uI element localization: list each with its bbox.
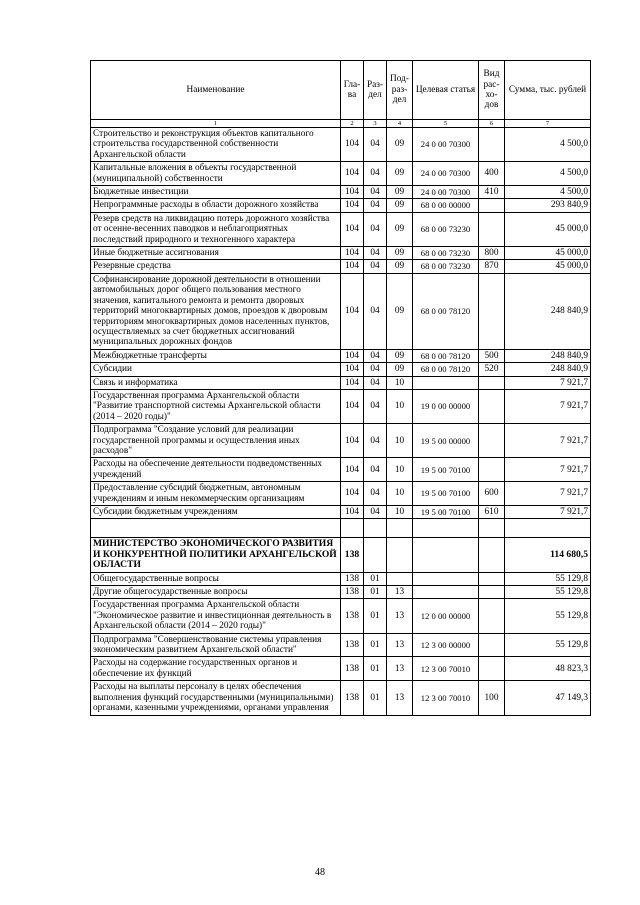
row-target: 19 0 00 00000: [413, 389, 479, 423]
row-name: Предоставление субсидий бюджетным, автономным учреждениям и иным некоммерческим организациям: [91, 482, 341, 506]
row-section: 04: [364, 273, 387, 349]
row-expense-type: 610: [479, 506, 505, 519]
row-name: Строительство и реконструкция объектов капитального строительства государственной собственности Архангельской области: [91, 128, 341, 162]
row-expense-type: [479, 657, 505, 681]
row-name: Субсидии: [91, 363, 341, 376]
row-target: 12 3 00 00000: [413, 633, 479, 657]
row-subsection: [387, 572, 413, 585]
row-target: 12 3 00 70010: [413, 657, 479, 681]
row-chapter: 104: [341, 162, 364, 186]
table-row: [91, 363, 591, 376]
row-name: Субсидии бюджетным учреждениям: [91, 506, 341, 519]
ministry-name: МИНИСТЕРСТВО ЭКОНОМИЧЕСКОГО РАЗВИТИЯ И КОНКУРЕНТНОЙ ПОЛИТИКИ АРХАНГЕЛЬСКОЙ ОБЛАСТИ: [91, 538, 341, 572]
row-section: 04: [364, 349, 387, 362]
row-expense-type: [479, 599, 505, 633]
row-expense-type: 500: [479, 349, 505, 362]
row-subsection: 09: [387, 162, 413, 186]
row-sum: 7 921,7: [505, 389, 591, 423]
row-subsection: 09: [387, 186, 413, 199]
row-chapter: 104: [341, 212, 364, 246]
row-name: Государственная программа Архангельской области "Экономическое развитие и инвестиционная деятельность в Архангельской области (2014 – 2020 годы)": [91, 599, 341, 633]
row-target: [413, 572, 479, 585]
row-name: Подпрограмма "Совершенствование системы управления экономическим развитием Архангельской области": [91, 633, 341, 657]
row-chapter: 138: [341, 599, 364, 633]
row-sum: 45 000,0: [505, 212, 591, 246]
row-section: 04: [364, 458, 387, 482]
column-number: 7: [505, 120, 591, 128]
table-body-economy: [91, 572, 591, 715]
ministry-row: [91, 538, 591, 572]
table-row: [91, 389, 591, 423]
row-name: Резервные средства: [91, 260, 341, 273]
row-chapter: 104: [341, 506, 364, 519]
row-subsection: 09: [387, 260, 413, 273]
table-row: [91, 458, 591, 482]
row-chapter: 104: [341, 186, 364, 199]
row-subsection: 13: [387, 586, 413, 599]
row-expense-type: 800: [479, 247, 505, 260]
row-sum: 45 000,0: [505, 260, 591, 273]
row-subsection: 09: [387, 212, 413, 246]
row-sum: 55 129,8: [505, 586, 591, 599]
row-sum: 55 129,8: [505, 572, 591, 585]
row-chapter: 104: [341, 260, 364, 273]
row-target: 12 3 00 70010: [413, 681, 479, 715]
table-row: [91, 599, 591, 633]
row-target: 68 0 00 00000: [413, 199, 479, 212]
row-chapter: 138: [341, 681, 364, 715]
row-section: 04: [364, 247, 387, 260]
row-section: 01: [364, 572, 387, 585]
row-name: Резерв средств на ликвидацию потерь дорожного хозяйства от осенне-весенних паводков и неблагоприятных последствий природного и техногенного характера: [91, 212, 341, 246]
row-target: 24 0 00 70300: [413, 128, 479, 162]
row-section: 04: [364, 482, 387, 506]
row-expense-type: [479, 128, 505, 162]
page-number: 48: [315, 867, 325, 878]
row-expense-type: 410: [479, 186, 505, 199]
row-sum: 7 921,7: [505, 506, 591, 519]
row-expense-type: [479, 458, 505, 482]
row-section: 04: [364, 199, 387, 212]
row-expense-type: [479, 376, 505, 389]
row-chapter: 104: [341, 247, 364, 260]
row-sum: 4 500,0: [505, 162, 591, 186]
row-target: 24 0 00 70300: [413, 162, 479, 186]
row-expense-type: [479, 199, 505, 212]
row-target: [413, 376, 479, 389]
row-expense-type: 400: [479, 162, 505, 186]
row-section: 04: [364, 162, 387, 186]
row-name: Межбюджетные трансферты: [91, 349, 341, 362]
row-section: 01: [364, 681, 387, 715]
table-row: [91, 199, 591, 212]
row-subsection: 09: [387, 273, 413, 349]
row-sum: 7 921,7: [505, 482, 591, 506]
ministry-sum: 114 680,5: [505, 538, 591, 572]
row-subsection: 13: [387, 599, 413, 633]
row-target: 19 5 00 00000: [413, 424, 479, 458]
row-subsection: 10: [387, 389, 413, 423]
row-subsection: 09: [387, 363, 413, 376]
row-chapter: 138: [341, 572, 364, 585]
row-section: 04: [364, 260, 387, 273]
row-section: 04: [364, 376, 387, 389]
row-target: 68 0 00 78120: [413, 273, 479, 349]
row-subsection: 10: [387, 424, 413, 458]
table-row: [91, 681, 591, 715]
row-target: 68 0 00 78120: [413, 349, 479, 362]
ministry-chapter: 138: [341, 538, 364, 572]
table-row: [91, 586, 591, 599]
row-sum: 7 921,7: [505, 376, 591, 389]
row-sum: 48 823,3: [505, 657, 591, 681]
row-name: Расходы на содержание государственных органов и обеспечение их функций: [91, 657, 341, 681]
row-expense-type: 100: [479, 681, 505, 715]
column-number: 2: [341, 120, 364, 128]
row-expense-type: [479, 633, 505, 657]
row-section: 04: [364, 424, 387, 458]
table-row: [91, 506, 591, 519]
row-sum: 4 500,0: [505, 186, 591, 199]
table-row: [91, 572, 591, 585]
table-row: [91, 260, 591, 273]
row-target: 19 5 00 70100: [413, 506, 479, 519]
column-number: 1: [91, 120, 341, 128]
row-name: Непрограммные расходы в области дорожного хозяйства: [91, 199, 341, 212]
column-number-row: [91, 120, 591, 128]
row-subsection: 10: [387, 376, 413, 389]
row-chapter: 104: [341, 482, 364, 506]
header-subsection: Под-раз-дел: [387, 61, 413, 120]
row-target: 12 0 00 00000: [413, 599, 479, 633]
row-sum: 7 921,7: [505, 458, 591, 482]
row-sum: 55 129,8: [505, 599, 591, 633]
row-name: Софинансирование дорожной деятельности в отношении автомобильных дорог общего пользования местного значения, капитального ремонта и ремонта дворовых территорий многоквартирных домов, проездов к дворовым территориям многоквартирных домов населенных пунктов, осуществляемых за счет бюджетных ассигнований муниципальных дорожных фондов: [91, 273, 341, 349]
row-sum: 45 000,0: [505, 247, 591, 260]
row-target: 24 0 00 70300: [413, 186, 479, 199]
row-chapter: 104: [341, 349, 364, 362]
row-subsection: 09: [387, 247, 413, 260]
header-sum: Сумма, тыс. рублей: [505, 61, 591, 120]
row-subsection: 10: [387, 506, 413, 519]
row-section: 04: [364, 506, 387, 519]
row-subsection: 09: [387, 128, 413, 162]
row-expense-type: 870: [479, 260, 505, 273]
table-row: [91, 186, 591, 199]
row-chapter: 138: [341, 633, 364, 657]
header-expense-type: Вид рас-хо-дов: [479, 61, 505, 120]
row-subsection: 13: [387, 657, 413, 681]
row-section: 01: [364, 657, 387, 681]
row-section: 01: [364, 599, 387, 633]
table-row: [91, 633, 591, 657]
header-row: [91, 61, 591, 120]
row-name: Капитальные вложения в объекты государственной (муниципальной) собственности: [91, 162, 341, 186]
table-row: [91, 349, 591, 362]
row-name: Подпрограмма "Создание условий для реализации государственной программы и осуществления иных расходов": [91, 424, 341, 458]
row-expense-type: [479, 572, 505, 585]
table-row: [91, 657, 591, 681]
column-number: 4: [387, 120, 413, 128]
table-row: [91, 162, 591, 186]
row-expense-type: [479, 212, 505, 246]
row-expense-type: 520: [479, 363, 505, 376]
row-subsection: 09: [387, 199, 413, 212]
row-name: Иные бюджетные ассигнования: [91, 247, 341, 260]
column-number: 3: [364, 120, 387, 128]
row-sum: 248 840,9: [505, 363, 591, 376]
row-chapter: 104: [341, 389, 364, 423]
row-chapter: 138: [341, 586, 364, 599]
row-section: 04: [364, 186, 387, 199]
row-name: Расходы на выплаты персоналу в целях обеспечения выполнения функций государственными (муниципальными) органами, казенными учреждениями, органами управления: [91, 681, 341, 715]
row-name: Государственная программа Архангельской области "Развитие транспортной системы Архангельской области (2014 – 2020 годы)": [91, 389, 341, 423]
row-subsection: 09: [387, 349, 413, 362]
row-target: 68 0 00 73230: [413, 212, 479, 246]
row-section: 01: [364, 633, 387, 657]
row-sum: 4 500,0: [505, 128, 591, 162]
table-row: [91, 273, 591, 349]
row-name: Расходы на обеспечение деятельности подведомственных учреждений: [91, 458, 341, 482]
row-subsection: 13: [387, 633, 413, 657]
row-section: 04: [364, 389, 387, 423]
header-target: Целевая статья: [413, 61, 479, 120]
table-body-ministry: [91, 519, 591, 572]
row-sum: 7 921,7: [505, 424, 591, 458]
row-name: Другие общегосударственные вопросы: [91, 586, 341, 599]
row-target: 19 5 00 70100: [413, 458, 479, 482]
column-number: 6: [479, 120, 505, 128]
row-chapter: 104: [341, 273, 364, 349]
table-row: [91, 128, 591, 162]
row-target: 68 0 00 73230: [413, 247, 479, 260]
row-chapter: 104: [341, 376, 364, 389]
row-sum: 248 840,9: [505, 349, 591, 362]
budget-table: [90, 60, 591, 716]
row-section: 01: [364, 586, 387, 599]
row-chapter: 104: [341, 199, 364, 212]
row-target: 68 0 00 78120: [413, 363, 479, 376]
blank-row: [91, 519, 591, 538]
table-body-transport: [91, 128, 591, 519]
table-row: [91, 247, 591, 260]
table-row: [91, 376, 591, 389]
row-subsection: 10: [387, 458, 413, 482]
row-expense-type: [479, 389, 505, 423]
table-row: [91, 424, 591, 458]
header-chapter: Гла-ва: [341, 61, 364, 120]
row-name: Общегосударственные вопросы: [91, 572, 341, 585]
table-row: [91, 212, 591, 246]
row-chapter: 104: [341, 458, 364, 482]
row-expense-type: [479, 586, 505, 599]
column-number: 5: [413, 120, 479, 128]
row-expense-type: 600: [479, 482, 505, 506]
row-section: 04: [364, 363, 387, 376]
row-sum: 55 129,8: [505, 633, 591, 657]
row-chapter: 104: [341, 424, 364, 458]
row-sum: 293 840,9: [505, 199, 591, 212]
row-target: 68 0 00 73230: [413, 260, 479, 273]
row-chapter: 104: [341, 128, 364, 162]
row-sum: 248 840,9: [505, 273, 591, 349]
header-name: Наименование: [91, 61, 341, 120]
row-name: Связь и информатика: [91, 376, 341, 389]
row-section: 04: [364, 212, 387, 246]
row-target: 19 5 00 70100: [413, 482, 479, 506]
table-row: [91, 482, 591, 506]
row-expense-type: [479, 424, 505, 458]
row-subsection: 13: [387, 681, 413, 715]
header-section: Раз-дел: [364, 61, 387, 120]
row-chapter: 138: [341, 657, 364, 681]
row-section: 04: [364, 128, 387, 162]
row-subsection: 10: [387, 482, 413, 506]
row-target: [413, 586, 479, 599]
row-chapter: 104: [341, 363, 364, 376]
row-expense-type: [479, 273, 505, 349]
row-sum: 47 149,3: [505, 681, 591, 715]
row-name: Бюджетные инвестиции: [91, 186, 341, 199]
